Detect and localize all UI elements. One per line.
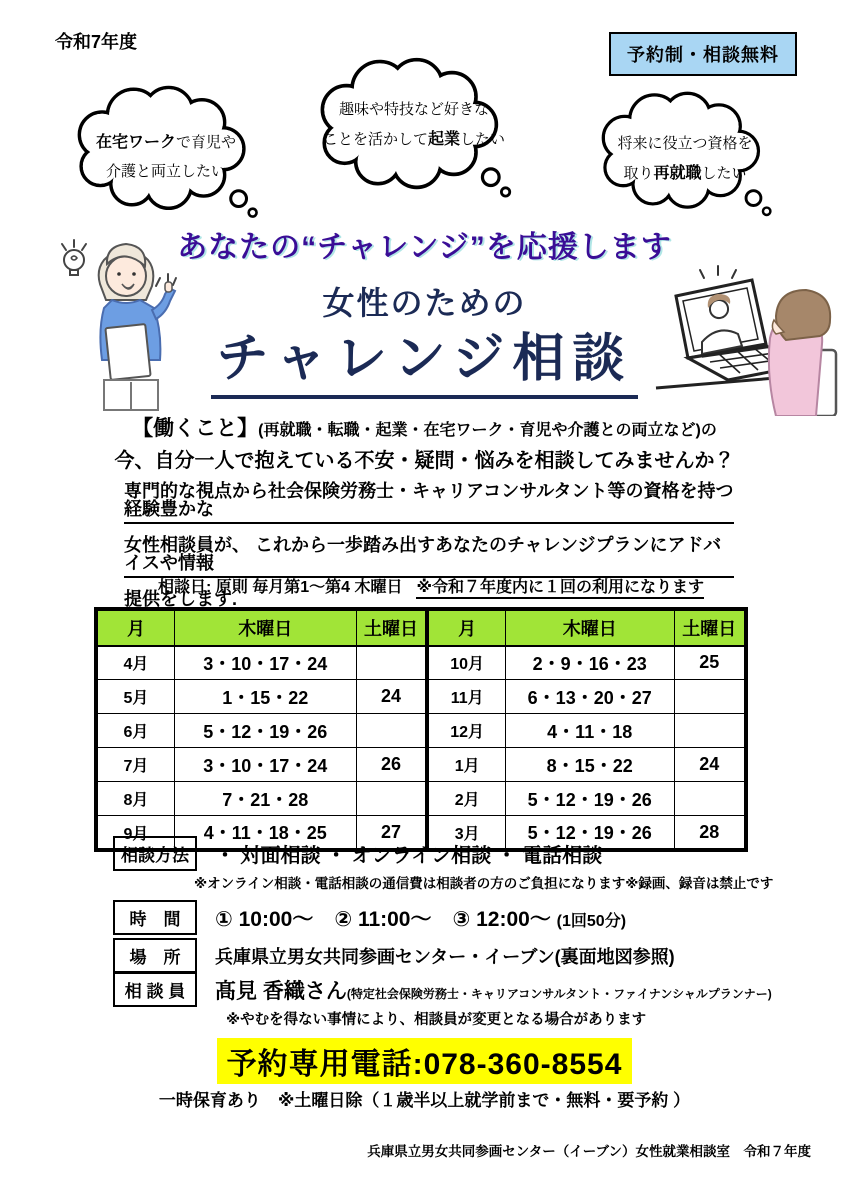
thursday-dates-cell: 2・9・16・23	[505, 646, 674, 680]
month-cell: 2月	[427, 782, 505, 816]
bubble-text-line: したい	[460, 130, 506, 148]
intro-line-3: 専門的な視点から社会保険労務士・キャリアコンサルタント等の資格を持つ経験豊かな	[124, 482, 734, 524]
time-label-box: 時 間	[113, 900, 197, 935]
intro-line-5: 提供をします.	[124, 590, 237, 614]
thursday-dates-cell: 6・13・20・27	[505, 680, 674, 714]
bubble-bold-text: 起業	[427, 130, 460, 148]
place-label-box: 場 所	[113, 938, 197, 973]
table-row	[97, 748, 746, 782]
month-cell: 1月	[427, 748, 505, 782]
intro-line-2: 今、自分一人で抱えている不安・疑問・悩みを相談してみませんか？	[114, 450, 735, 472]
month-cell: 10月	[427, 646, 505, 680]
thursday-dates-cell: 5・12・19・26	[505, 782, 674, 816]
table-row	[97, 646, 746, 680]
thursday-dates-cell: 1・15・22	[174, 680, 356, 714]
saturday-date-cell: 28	[674, 816, 745, 850]
thursday-dates-cell: 4・11・18	[505, 714, 674, 748]
thursday-dates-cell: 8・15・22	[505, 748, 674, 782]
tagline: あなたの“チャレンジ”を応援します	[177, 231, 672, 264]
bubble-bold-text: 在宅ワーク	[95, 134, 176, 151]
saturday-date-cell	[356, 646, 427, 680]
bubble-text-line: 趣味や特技など好きな	[338, 101, 489, 118]
bubble-bold-text: 再就職	[653, 164, 702, 182]
counselor-name: 髙見 香織さん	[215, 979, 347, 1003]
month-cell: 8月	[97, 782, 175, 816]
subtitle: 女性のための	[322, 285, 527, 321]
table-row	[97, 714, 746, 748]
month-cell: 5月	[97, 680, 175, 714]
consultation-method-row	[113, 836, 602, 871]
time-duration: (1回50分)	[556, 912, 627, 930]
month-cell: 6月	[97, 714, 175, 748]
counselor-value	[215, 975, 772, 1005]
footer-organization: 兵庫県立男女共同参画センター（イーブン）女性就業相談室 令和７年度	[367, 1144, 811, 1159]
thursday-dates-cell: 3・10・17・24	[174, 748, 356, 782]
col-header-month: 月	[427, 610, 505, 646]
date-label: 相談日: 原則 毎月第1～第4 木曜日	[158, 579, 403, 596]
counselor-change-note: ※やむを得ない事情により、相談員が変更となる場合があります	[226, 1012, 647, 1028]
method-value: ・ 対面相談 ・ オンライン相談 ・ 電話相談	[215, 845, 603, 867]
intro-line-4: 女性相談員が、 これから一歩踏み出すあなたのチャレンジプランにアドバイスや情報	[124, 536, 734, 578]
bubble-text-line: 将来に役立つ資格を	[617, 135, 753, 152]
month-cell: 7月	[97, 748, 175, 782]
col-header-saturday: 土曜日	[356, 610, 427, 646]
childcare-note: 一時保育あり ※土曜日除（１歳半以上就学前まで・無料・要予約 ）	[158, 1091, 691, 1110]
col-header-thursday: 木曜日	[174, 610, 356, 646]
thought-bubble-work-from-home	[62, 84, 270, 224]
thursday-dates-cell: 4・11・18・25	[174, 816, 356, 850]
saturday-date-cell	[356, 782, 427, 816]
phone-wrap	[0, 1038, 849, 1084]
saturday-date-cell: 24	[674, 748, 745, 782]
bubble-text-line: したい	[701, 164, 747, 182]
date-note: ※令和７年度内に１回の利用になります	[416, 579, 704, 599]
table-row	[97, 680, 746, 714]
bubble-text-line: 取り	[623, 164, 654, 182]
bubble-text	[576, 130, 794, 189]
method-note: ※オンライン相談・電話相談の通信費は相談者の方のご負担になります※録画、録音は禁止です	[194, 876, 774, 891]
thought-bubble-requalification	[576, 90, 794, 222]
intro-body	[124, 482, 734, 626]
page-title: チャレンジ相談	[211, 316, 639, 399]
thought-bubble-startup	[288, 56, 540, 204]
counselor-label-box: 相 談 員	[113, 972, 197, 1007]
month-cell: 11月	[427, 680, 505, 714]
month-cell: 3月	[427, 816, 505, 850]
counselor-qualifications: (特定社会保険労務士・キャリアコンサルタント・ファイナンシャルプランナー)	[346, 986, 772, 1001]
method-label-box: 相談方法	[113, 836, 197, 871]
intro-line-1-rest: (再就職・転職・起業・在宅ワーク・育児や介護との両立など)の	[258, 422, 717, 439]
month-cell: 9月	[97, 816, 175, 850]
month-cell: 12月	[427, 714, 505, 748]
saturday-date-cell: 26	[356, 748, 427, 782]
thursday-dates-cell: 3・10・17・24	[174, 646, 356, 680]
saturday-date-cell: 25	[674, 646, 745, 680]
place-row	[113, 938, 675, 973]
schedule-table	[95, 608, 747, 851]
illustration-woman-pointing	[52, 230, 232, 412]
place-value: 兵庫県立男女共同参画センター・イーブン(裏面地図参照)	[215, 946, 675, 967]
fiscal-year-label: 令和7年度	[55, 32, 138, 52]
reservation-phone-number: 予約専用電話:078-360-8554	[217, 1038, 633, 1084]
saturday-date-cell	[674, 782, 745, 816]
intro-bracket: 【働くこと】	[132, 417, 259, 440]
saturday-date-cell: 24	[356, 680, 427, 714]
table-header-row	[97, 610, 746, 646]
thursday-dates-cell: 5・12・19・26	[174, 714, 356, 748]
col-header-saturday: 土曜日	[674, 610, 745, 646]
thursday-dates-cell: 7・21・28	[174, 782, 356, 816]
month-cell: 4月	[97, 646, 175, 680]
saturday-date-cell	[674, 714, 745, 748]
intro-line-1	[0, 412, 849, 442]
saturday-date-cell	[674, 680, 745, 714]
table-row	[97, 782, 746, 816]
consultation-date-line	[158, 574, 704, 597]
thursday-dates-cell: 5・12・19・26	[505, 816, 674, 850]
counselor-row	[113, 972, 772, 1007]
bubble-text-line: 介護と両立したい	[105, 163, 226, 181]
bubble-text-line: ことを活かして	[322, 130, 428, 148]
time-slots: ① 10:00～ ② 11:00～ ③ 12:00～	[215, 907, 551, 931]
saturday-date-cell	[356, 714, 427, 748]
bubble-text-line: で育児や	[176, 134, 237, 151]
time-row	[113, 900, 626, 935]
bubble-text	[288, 96, 540, 155]
saturday-date-cell: 27	[356, 816, 427, 850]
bubble-text	[62, 128, 270, 187]
reservation-free-badge: 予約制・相談無料	[609, 32, 797, 76]
time-value	[215, 903, 626, 933]
col-header-thursday: 木曜日	[505, 610, 674, 646]
illustration-video-call	[648, 258, 840, 416]
col-header-month: 月	[97, 610, 175, 646]
